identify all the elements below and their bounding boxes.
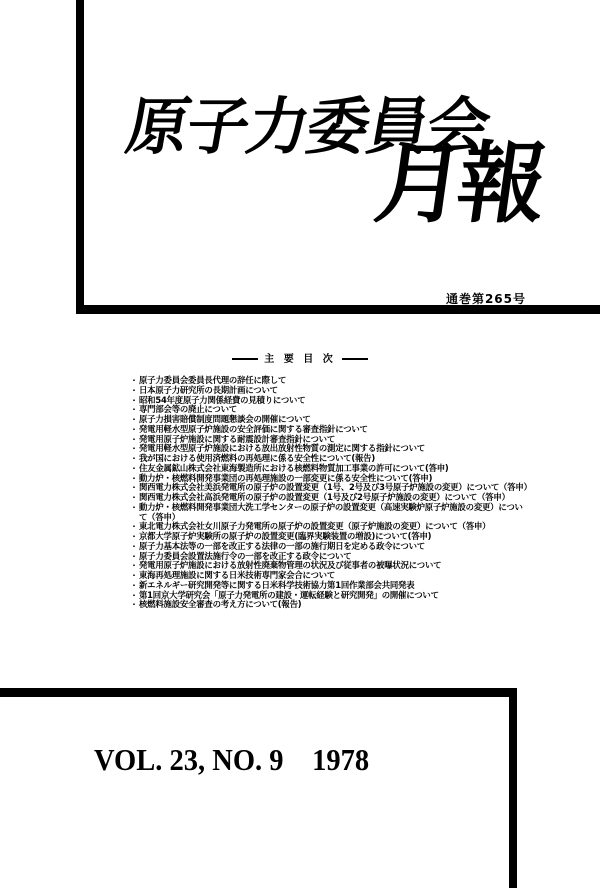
toc-item-text: 原子力委員会委員長代理の辞任に際して bbox=[139, 375, 287, 385]
masthead bbox=[118, 88, 558, 288]
toc-item-text: 日本原子力研究所の長期計画について bbox=[139, 384, 278, 395]
bullet-icon: ・ bbox=[130, 532, 138, 541]
issue-number: 通巻第265号 bbox=[445, 292, 526, 306]
toc-item-text: 京都大学原子炉実験所の原子炉の設置変更(臨界実験装置の増設)について(答申) bbox=[139, 531, 432, 541]
toc-item-text: 住友金属鉱山株式会社東海製造所における核燃料物質加工事業の許可について(答申) bbox=[139, 462, 449, 473]
toc-item bbox=[130, 503, 530, 523]
bullet-icon: ・ bbox=[130, 541, 138, 551]
bullet-icon: ・ bbox=[130, 434, 138, 444]
bullet-icon: ・ bbox=[130, 493, 138, 502]
bullet-icon: ・ bbox=[130, 454, 138, 463]
toc-item-text: 新エネルギー研究開発等に関する日米科学技術協力第1回作業部会共同発表 bbox=[139, 579, 415, 590]
bullet-icon: ・ bbox=[130, 600, 138, 610]
toc-item-text: 我が国における使用済燃料の再処理に係る安全性について(報告) bbox=[139, 453, 375, 463]
toc-item-text: 原子力基本法等の一部を改正する法律の一部の施行期日を定める政令について bbox=[139, 540, 425, 551]
bullet-icon: ・ bbox=[130, 580, 138, 590]
bullet-icon: ・ bbox=[130, 424, 138, 434]
bullet-icon: ・ bbox=[130, 590, 138, 600]
toc-item-text: 動力炉・核燃料開発事業団大洗工学センターの原子炉の設置変更（高速実験炉原子炉施設の変更）について（答申） bbox=[139, 501, 523, 522]
toc-item-text: 動力炉・核燃料開発事業団の再処理施設の一部変更に係る安全性について(答申) bbox=[139, 472, 433, 483]
toc-item-text: 発電用原子炉施設における放射性廃棄物管理の状況及び従事者の被曝状況について bbox=[139, 560, 442, 571]
toc-item-text: 原子力委員会設置法施行令の一部を改正する政令について bbox=[139, 550, 352, 561]
toc-item-text: 発電用軽水型原子炉施設における放出放射性物質の測定に関する指針について bbox=[139, 443, 425, 454]
bottom-cover-frame bbox=[0, 688, 517, 888]
toc-item-text: 発電用原子炉施設に関する耐震設計審査指針について bbox=[139, 433, 336, 444]
bullet-icon: ・ bbox=[130, 551, 138, 561]
bullet-icon: ・ bbox=[130, 395, 138, 405]
toc-item-text: 発電用軽水型原子炉施設の安全評価に関する審査指針について bbox=[139, 423, 368, 434]
toc-item-text: 関西電力株式会社美浜発電所の原子炉の設置変更（1号、2号及び3号原子炉施設の変更）について（答申） bbox=[139, 482, 532, 493]
bullet-icon: ・ bbox=[130, 376, 138, 385]
bullet-icon: ・ bbox=[130, 444, 138, 454]
heading-rule-left bbox=[232, 358, 258, 360]
volume-issue-year: VOL. 23, NO. 9 1978 bbox=[94, 742, 370, 777]
bullet-icon: ・ bbox=[130, 522, 138, 532]
bullet-icon: ・ bbox=[130, 405, 138, 415]
heading-rule-right bbox=[342, 358, 368, 360]
toc-item-text: 昭和54年度原子力関係経費の見積りについて bbox=[139, 394, 306, 405]
bullet-icon: ・ bbox=[130, 415, 138, 424]
toc-item-text: 原子力損害賠償制度問題懇談会の開催について bbox=[139, 414, 311, 424]
bullet-icon: ・ bbox=[130, 561, 138, 571]
toc-heading bbox=[0, 350, 600, 365]
toc-item-text: 関西電力株式会社高浜発電所の原子炉の設置変更（1号及び2号原子炉施設の変更）について（答申） bbox=[139, 492, 510, 502]
magazine-title: 原子力委員会 bbox=[121, 90, 495, 163]
toc-item-text: 第1回京大学研究会「原子力発電所の建設・運転経験と研究開発」の開催について bbox=[139, 589, 439, 600]
toc-item-text: 核燃料施設安全審査の考え方について(報告) bbox=[139, 599, 302, 610]
bullet-icon: ・ bbox=[130, 571, 138, 580]
magazine-subtitle: 月報 bbox=[369, 132, 548, 235]
bullet-icon: ・ bbox=[130, 473, 138, 483]
toc-item bbox=[130, 600, 530, 610]
bullet-icon: ・ bbox=[130, 463, 138, 473]
toc-item-text: 専門部会等の廃止について bbox=[139, 404, 237, 415]
bullet-icon: ・ bbox=[130, 502, 138, 512]
toc-heading-text: 主 要 目 次 bbox=[264, 354, 336, 365]
toc-item-text: 東海再処理施設に関する日米技術専門家会合について bbox=[139, 570, 336, 580]
table-of-contents bbox=[130, 376, 530, 610]
bullet-icon: ・ bbox=[130, 483, 138, 493]
toc-item-text: 東北電力株式会社女川原子力発電所の原子炉の設置変更（原子炉施設の変更）について（答申） bbox=[139, 521, 491, 532]
bullet-icon: ・ bbox=[130, 385, 138, 395]
